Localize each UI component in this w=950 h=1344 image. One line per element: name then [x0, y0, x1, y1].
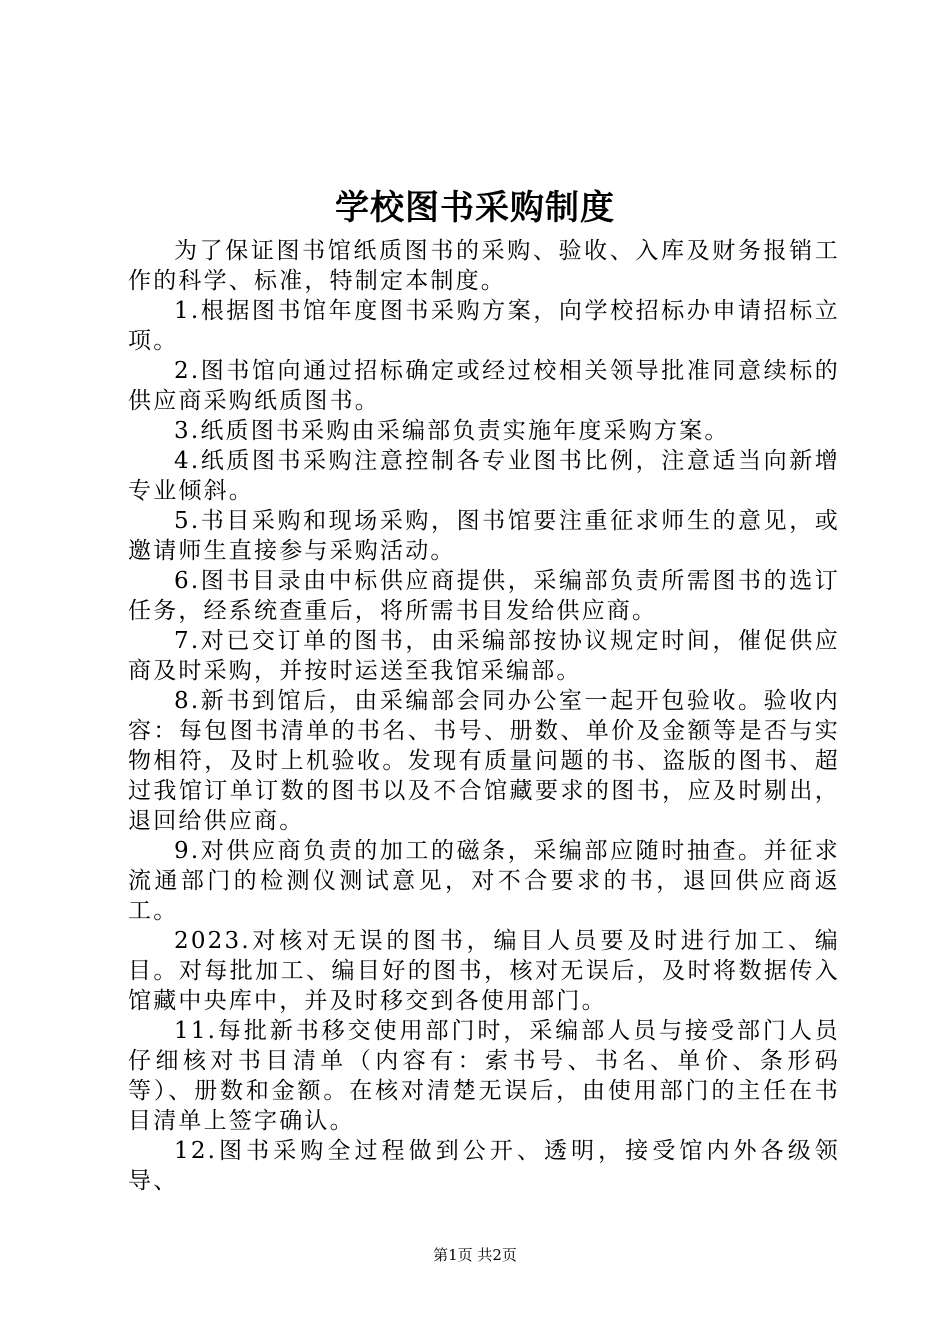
document-title: 学校图书采购制度	[335, 188, 615, 228]
paragraph-item-5: 5.书目采购和现场采购，图书馆要注重征求师生的意见，或邀请师生直接参与采购活动。	[128, 508, 840, 564]
paragraph-item-2: 2.图书馆向通过招标确定或经过校相关领导批准同意续标的供应商采购纸质图书。	[128, 358, 840, 414]
paragraph-item-9: 9.对供应商负责的加工的磁条，采编部应随时抽查。并征求流通部门的检测仪测试意见，对不合要求的书，退回供应商返工。	[128, 838, 840, 924]
paragraph-item-7: 7.对已交订单的图书，由采编部按协议规定时间，催促供应商及时采购，并按时运送至我馆采编部。	[128, 628, 840, 684]
paragraph-item-10: 2023.对核对无误的图书，编目人员要及时进行加工、编目。对每批加工、编目好的图书，核对无误后，及时将数据传入馆藏中央库中，并及时移交到各使用部门。	[128, 928, 840, 1014]
document-body	[128, 236, 840, 1196]
paragraph-item-6: 6.图书目录由中标供应商提供，采编部负责所需图书的选订任务，经系统查重后，将所需书目发给供应商。	[128, 568, 840, 624]
paragraph-intro: 为了保证图书馆纸质图书的采购、验收、入库及财务报销工作的科学、标准，特制定本制度。	[128, 238, 840, 294]
paragraph-item-11: 11.每批新书移交使用部门时，采编部人员与接受部门人员仔细核对书目清单（内容有：索书号、书名、单价、条形码等）、册数和金额。在核对清楚无误后，由使用部门的主任在书目清单上签字确认。	[128, 1018, 840, 1134]
paragraph-item-8: 8.新书到馆后，由采编部会同办公室一起开包验收。验收内容：每包图书清单的书名、书号、册数、单价及金额等是否与实物相符，及时上机验收。发现有质量问题的书、盗版的图书、超过我馆订单订数的图书以及不合馆藏要求的图书，应及时剔出，退回给供应商。	[128, 688, 840, 834]
paragraph-item-12: 12.图书采购全过程做到公开、透明，接受馆内外各级领导、	[128, 1138, 840, 1194]
page-number-footer: 第1页 共2页	[433, 1246, 517, 1264]
paragraph-item-3: 3.纸质图书采购由采编部负责实施年度采购方案。	[174, 418, 730, 444]
paragraph-item-4: 4.纸质图书采购注意控制各专业图书比例，注意适当向新增专业倾斜。	[128, 448, 840, 504]
paragraph-item-1: 1.根据图书馆年度图书采购方案，向学校招标办申请招标立项。	[128, 298, 840, 354]
